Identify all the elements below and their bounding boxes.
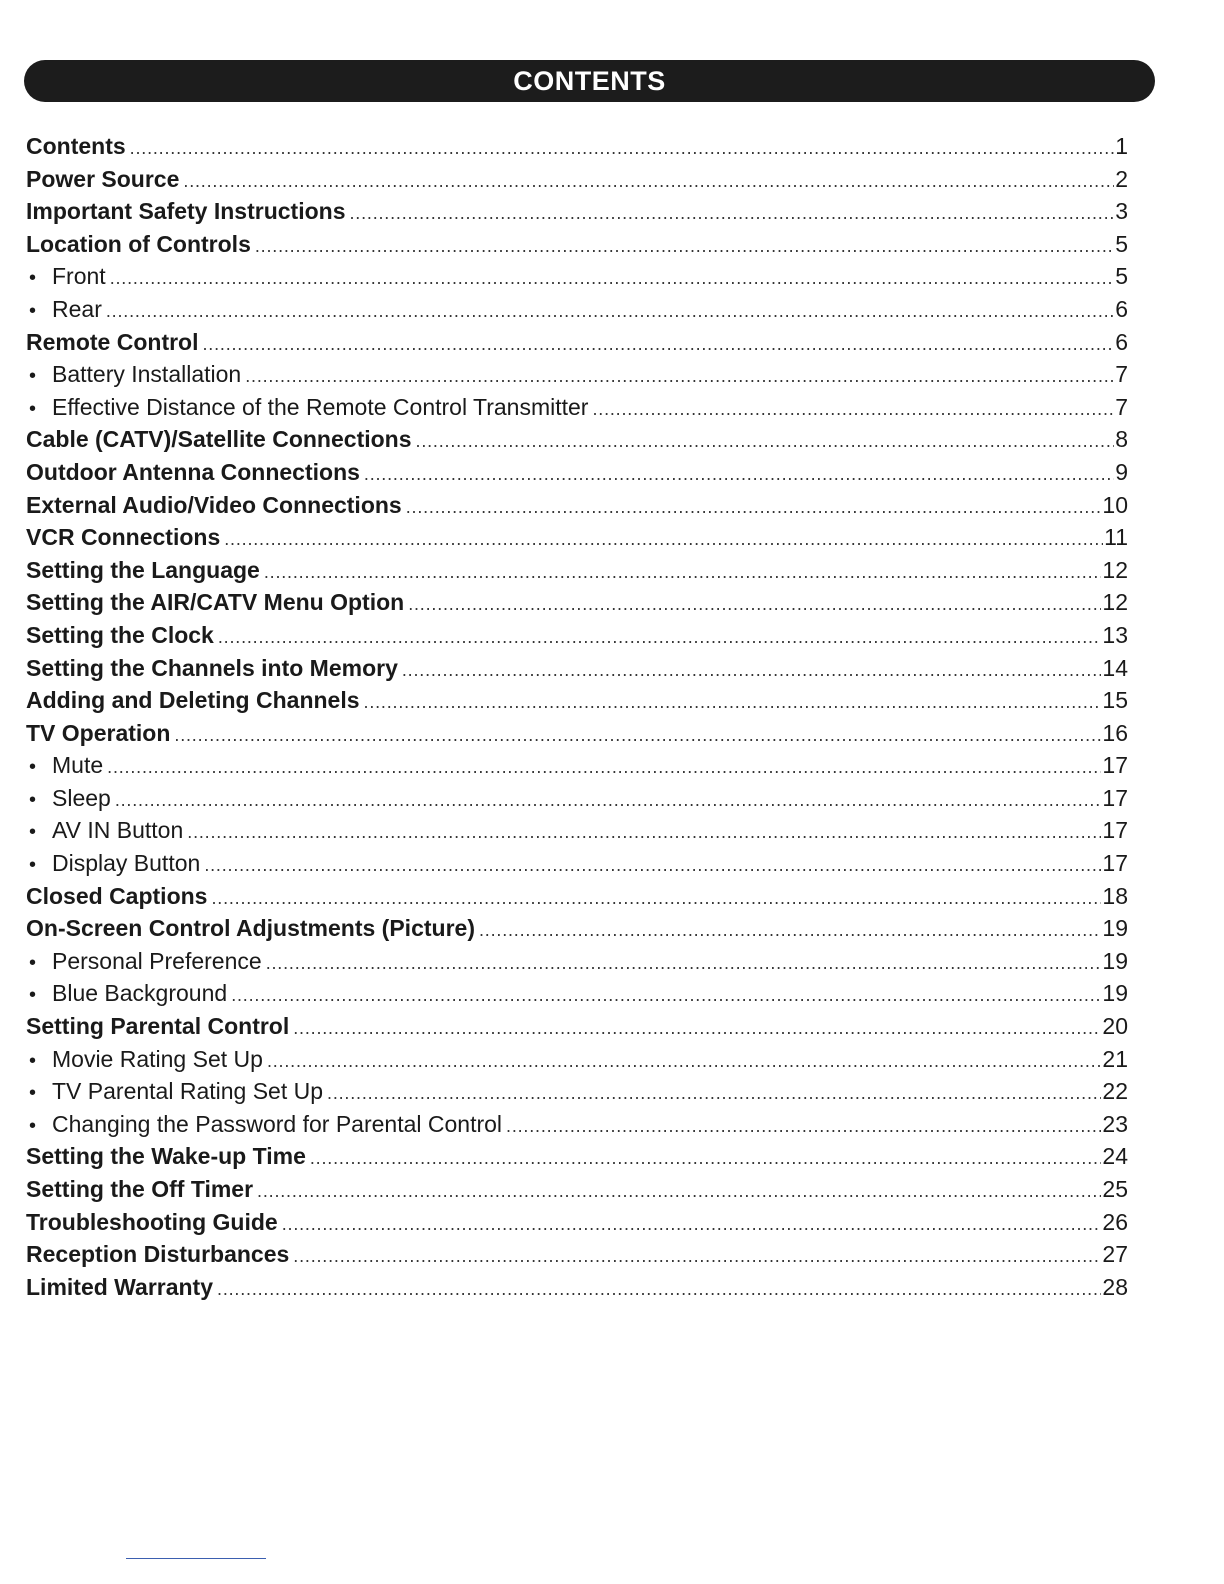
toc-entry-label: Troubleshooting Guide <box>26 1208 278 1235</box>
toc-page-number: 2 <box>1115 165 1128 192</box>
bullet-icon: • <box>29 854 37 877</box>
toc-page-number: 5 <box>1115 263 1128 290</box>
toc-entry-label: Effective Distance of the Remote Control Transmitter <box>52 393 589 420</box>
toc-entry-label: AV IN Button <box>52 817 184 844</box>
toc-entry-label: Battery Installation <box>52 361 242 388</box>
dot-leader <box>293 1238 1101 1271</box>
toc-entry-label: External Audio/Video Connections <box>26 491 402 518</box>
toc-page-number: 28 <box>1102 1273 1128 1300</box>
dot-leader <box>406 489 1102 522</box>
toc-page-number: 6 <box>1115 295 1128 322</box>
toc-entry-label: Mute <box>52 752 104 779</box>
toc-subentry[interactable] <box>26 749 1128 782</box>
dot-leader <box>364 456 1114 489</box>
toc-entry[interactable] <box>26 912 1128 945</box>
toc-entry-label: Personal Preference <box>52 947 262 974</box>
dot-leader <box>266 945 1102 978</box>
toc-entry[interactable] <box>26 195 1128 228</box>
toc-subentry[interactable] <box>26 358 1128 391</box>
toc-entry-label: Location of Controls <box>26 230 251 257</box>
toc-page-number: 24 <box>1102 1143 1128 1170</box>
toc-entry[interactable] <box>26 1010 1128 1043</box>
toc-subentry[interactable] <box>26 782 1128 815</box>
bullet-icon: • <box>29 984 37 1007</box>
dot-leader <box>130 130 1115 163</box>
toc-page-number: 9 <box>1115 458 1128 485</box>
dot-leader <box>231 977 1101 1010</box>
dot-leader <box>310 1140 1102 1173</box>
dot-leader <box>183 163 1114 196</box>
toc-subentry[interactable] <box>26 847 1128 880</box>
toc-entry[interactable] <box>26 326 1128 359</box>
toc-subentry[interactable] <box>26 260 1128 293</box>
toc-entry-label: Closed Captions <box>26 882 208 909</box>
toc-entry-label: Outdoor Antenna Connections <box>26 458 360 485</box>
bullet-icon: • <box>29 1049 37 1072</box>
toc-subentry[interactable] <box>26 1075 1128 1108</box>
toc-entry[interactable] <box>26 163 1128 196</box>
toc-page-number: 10 <box>1102 491 1128 518</box>
toc-entry[interactable] <box>26 423 1128 456</box>
bullet-icon: • <box>29 951 37 974</box>
toc-entry-label: Blue Background <box>52 980 228 1007</box>
toc-page-number: 12 <box>1102 589 1128 616</box>
toc-entry-label: Setting the Language <box>26 556 260 583</box>
toc-page-number: 12 <box>1102 556 1128 583</box>
toc-entry-label: Contents <box>26 133 126 159</box>
toc-entry-label: Setting the AIR/CATV Menu Option <box>26 589 405 616</box>
bullet-icon: • <box>29 788 37 811</box>
toc-page-number: 19 <box>1102 980 1128 1007</box>
toc-entry[interactable] <box>26 717 1128 750</box>
toc-entry[interactable] <box>26 554 1128 587</box>
dot-leader <box>416 423 1115 456</box>
toc-entry-label: Reception Disturbances <box>26 1241 290 1268</box>
dot-leader <box>211 880 1101 913</box>
dot-leader <box>115 782 1102 815</box>
footer-divider <box>126 1558 266 1559</box>
toc-entry[interactable] <box>26 489 1128 522</box>
toc-entry-label: On-Screen Control Adjustments (Picture) <box>26 915 475 942</box>
toc-entry[interactable] <box>26 1173 1128 1206</box>
toc-page-number: 1 <box>1115 133 1128 159</box>
dot-leader <box>203 326 1115 359</box>
table-of-contents <box>26 130 1128 1303</box>
toc-subentry[interactable] <box>26 293 1128 326</box>
toc-page-number: 23 <box>1102 1110 1128 1137</box>
dot-leader <box>479 912 1101 945</box>
toc-entry-label: Limited Warranty <box>26 1273 214 1300</box>
toc-entry-label: Sleep <box>52 784 111 811</box>
toc-page-number: 14 <box>1102 654 1128 681</box>
toc-subentry[interactable] <box>26 391 1128 424</box>
toc-page-number: 17 <box>1102 817 1128 844</box>
dot-leader <box>293 1010 1101 1043</box>
toc-page-number: 3 <box>1115 198 1128 225</box>
dot-leader <box>110 260 1115 293</box>
dot-leader <box>204 847 1101 880</box>
toc-page-number: 17 <box>1102 850 1128 877</box>
toc-entry-label: TV Parental Rating Set Up <box>52 1078 324 1105</box>
toc-entry[interactable] <box>26 1140 1128 1173</box>
toc-page-number: 17 <box>1102 752 1128 779</box>
toc-page-number: 25 <box>1102 1176 1128 1202</box>
toc-subentry[interactable] <box>26 1108 1128 1141</box>
toc-page-number: 8 <box>1115 426 1128 453</box>
toc-entry[interactable] <box>26 1271 1128 1304</box>
toc-entry[interactable] <box>26 130 1128 163</box>
toc-entry-label: Adding and Deleting Channels <box>26 687 360 714</box>
dot-leader <box>506 1108 1101 1141</box>
dot-leader <box>349 195 1114 228</box>
toc-page-number: 15 <box>1102 687 1128 714</box>
toc-page-number: 21 <box>1102 1045 1128 1072</box>
toc-entry-label: Setting the Wake-up Time <box>26 1143 306 1170</box>
page-title: CONTENTS <box>513 65 666 96</box>
bullet-icon: • <box>29 821 37 844</box>
bullet-icon: • <box>29 397 37 420</box>
bullet-icon: • <box>29 365 37 388</box>
dot-leader <box>218 619 1102 652</box>
bullet-icon: • <box>29 267 37 290</box>
dot-leader <box>245 358 1114 391</box>
toc-entry-label: VCR Connections <box>26 524 221 551</box>
toc-subentry[interactable] <box>26 814 1128 847</box>
toc-page-number: 26 <box>1102 1208 1128 1235</box>
toc-entry-label: Setting the Channels into Memory <box>26 654 398 681</box>
dot-leader <box>255 228 1114 261</box>
dot-leader <box>106 293 1114 326</box>
toc-entry[interactable] <box>26 652 1128 685</box>
toc-page-number: 19 <box>1102 947 1128 974</box>
toc-entry[interactable] <box>26 1206 1128 1239</box>
toc-page-number: 16 <box>1102 719 1128 746</box>
dot-leader <box>282 1206 1102 1239</box>
toc-page-number: 18 <box>1102 882 1128 909</box>
toc-entry-label: Movie Rating Set Up <box>52 1045 263 1072</box>
dot-leader <box>264 554 1102 587</box>
toc-page-number: 7 <box>1115 361 1128 388</box>
toc-page-number: 20 <box>1102 1013 1128 1040</box>
toc-entry-label: Rear <box>52 295 102 322</box>
toc-entry-label: Setting the Off Timer <box>26 1176 254 1202</box>
toc-page-number: 19 <box>1102 915 1128 942</box>
toc-page-number: 17 <box>1102 784 1128 811</box>
toc-entry-label: Setting Parental Control <box>26 1013 290 1040</box>
toc-page-number: 7 <box>1115 393 1128 420</box>
dot-leader <box>402 652 1102 685</box>
toc-entry-label: Setting the Clock <box>26 621 214 648</box>
dot-leader <box>217 1271 1101 1304</box>
toc-entry-label: Front <box>52 263 106 290</box>
toc-entry[interactable] <box>26 880 1128 913</box>
toc-subentry[interactable] <box>26 945 1128 978</box>
dot-leader <box>257 1173 1101 1206</box>
bullet-icon: • <box>29 756 37 779</box>
bullet-icon: • <box>29 299 37 322</box>
toc-subentry[interactable] <box>26 1043 1128 1076</box>
toc-page-number: 6 <box>1115 328 1128 355</box>
toc-entry[interactable] <box>26 586 1128 619</box>
dot-leader <box>224 521 1103 554</box>
dot-leader <box>107 749 1101 782</box>
contents-title-bar <box>24 60 1155 102</box>
dot-leader <box>592 391 1114 424</box>
dot-leader <box>408 586 1101 619</box>
toc-page-number: 27 <box>1102 1241 1128 1268</box>
toc-entry[interactable] <box>26 619 1128 652</box>
toc-entry-label: Cable (CATV)/Satellite Connections <box>26 426 412 453</box>
dot-leader <box>174 717 1101 750</box>
toc-subentry[interactable] <box>26 977 1128 1010</box>
toc-page-number: 5 <box>1115 230 1128 257</box>
dot-leader <box>187 814 1101 847</box>
dot-leader <box>267 1043 1101 1076</box>
toc-entry-label: Changing the Password for Parental Control <box>52 1110 503 1137</box>
toc-entry[interactable] <box>26 684 1128 717</box>
toc-entry-label: Important Safety Instructions <box>26 198 346 225</box>
toc-entry[interactable] <box>26 456 1128 489</box>
toc-entry[interactable] <box>26 521 1128 554</box>
bullet-icon: • <box>29 1114 37 1137</box>
dot-leader <box>364 684 1102 717</box>
toc-entry-label: Remote Control <box>26 328 199 355</box>
toc-page-number: 22 <box>1102 1078 1128 1105</box>
toc-entry-label: Display Button <box>52 850 201 877</box>
toc-page-number: 11 <box>1104 524 1128 551</box>
toc-entry-label: Power Source <box>26 165 180 192</box>
toc-entry-label: TV Operation <box>26 719 171 746</box>
bullet-icon: • <box>29 1082 37 1105</box>
toc-page-number: 13 <box>1102 621 1128 648</box>
toc-entry[interactable] <box>26 228 1128 261</box>
dot-leader <box>327 1075 1101 1108</box>
toc-entry[interactable] <box>26 1238 1128 1271</box>
